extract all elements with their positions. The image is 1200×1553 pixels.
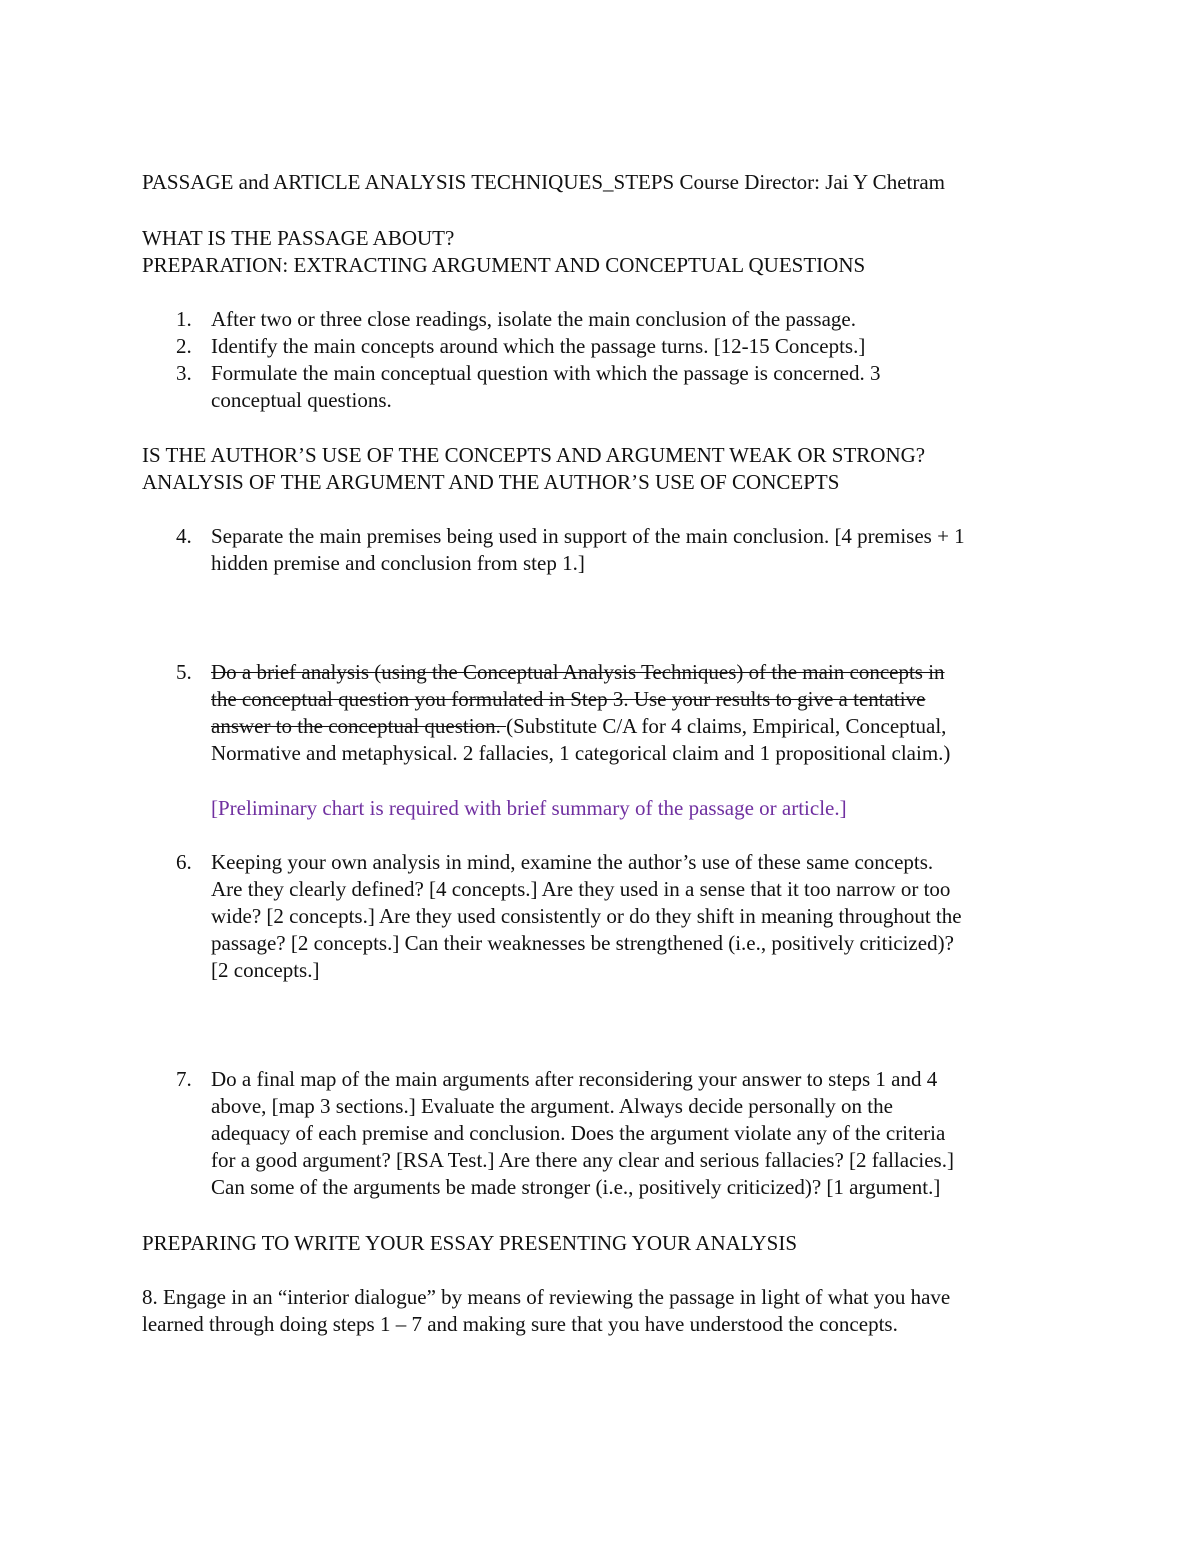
text-line: Can some of the arguments be made stronger (i.e., positively criticized)? [1 argument.]	[211, 1175, 941, 1199]
text-line	[211, 713, 1071, 740]
text-line: Normative and metaphysical. 2 fallacies, 1 categorical claim and 1 propositional claim.)	[211, 741, 951, 765]
section-heading-sub: PREPARATION: EXTRACTING ARGUMENT AND CONCEPTUAL QUESTIONS	[142, 253, 866, 277]
text-line: wide? [2 concepts.] Are they used consistently or do they shift in meaning throughout the	[211, 904, 962, 928]
list-number: 7.	[176, 1067, 192, 1091]
list-item-text	[211, 306, 1071, 333]
list-item-text	[211, 523, 1071, 577]
list-item-text	[211, 849, 1071, 984]
highlighted-note-text: [Preliminary chart is required with brief summary of the passage or article.]	[211, 796, 847, 820]
text-line: above, [map 3 sections.] Evaluate the argument. Always decide personally on the	[211, 1094, 893, 1118]
document-title: PASSAGE and ARTICLE ANALYSIS TECHNIQUES_STEPS Course Director: Jai Y Chetram	[142, 170, 945, 194]
struck-text-line: Do a brief analysis (using the Conceptual Analysis Techniques) of the main concepts in	[211, 660, 945, 684]
text-line: adequacy of each premise and conclusion. Does the argument violate any of the criteria	[211, 1121, 946, 1145]
text-line: Keeping your own analysis in mind, examine the author’s use of these same concepts.	[211, 850, 934, 874]
list-number: 5.	[176, 660, 192, 684]
list-number: 3.	[176, 361, 192, 385]
struck-text-fragment: answer to the conceptual question.	[211, 714, 507, 738]
text-line: After two or three close readings, isolate the main conclusion of the passage.	[211, 307, 856, 331]
text-line: Do a final map of the main arguments after reconsidering your answer to steps 1 and 4	[211, 1067, 938, 1091]
section-heading-question: WHAT IS THE PASSAGE ABOUT?	[142, 226, 455, 250]
list-item-text	[211, 1066, 1071, 1201]
paragraph-line: 8. Engage in an “interior dialogue” by means of reviewing the passage in light of what you have	[142, 1285, 951, 1309]
struck-text-line: the conceptual question you formulated in Step 3. Use your results to give a tentative	[211, 687, 926, 711]
text-fragment: (Substitute C/A for 4 claims, Empirical, Conceptual,	[506, 714, 947, 738]
text-line: Formulate the main conceptual question with which the passage is concerned. 3	[211, 361, 881, 385]
list-item-text	[211, 659, 1071, 767]
text-line: hidden premise and conclusion from step 1.]	[211, 551, 585, 575]
text-line: Identify the main concepts around which the passage turns. [12-15 Concepts.]	[211, 334, 866, 358]
section-heading-sub: ANALYSIS OF THE ARGUMENT AND THE AUTHOR’S USE OF CONCEPTS	[142, 470, 840, 494]
list-number: 2.	[176, 334, 192, 358]
text-line: Are they clearly defined? [4 concepts.] Are they used in a sense that it too narrow or too	[211, 877, 951, 901]
section-heading: PREPARING TO WRITE YOUR ESSAY PRESENTING YOUR ANALYSIS	[142, 1231, 798, 1255]
list-item-text	[211, 360, 1071, 414]
paragraph-line: learned through doing steps 1 – 7 and making sure that you have understood the concepts.	[142, 1312, 898, 1336]
text-line: for a good argument? [RSA Test.] Are there any clear and serious fallacies? [2 fallacies.]	[211, 1148, 954, 1172]
text-line: conceptual questions.	[211, 388, 392, 412]
text-line: Separate the main premises being used in support of the main conclusion. [4 premises + 1	[211, 524, 965, 548]
list-number: 1.	[176, 307, 192, 331]
list-number: 6.	[176, 850, 192, 874]
text-line: passage? [2 concepts.] Can their weaknesses be strengthened (i.e., positively criticized)?	[211, 931, 954, 955]
list-item-text	[211, 333, 1071, 360]
text-line: [2 concepts.]	[211, 958, 320, 982]
section-heading-question: IS THE AUTHOR’S USE OF THE CONCEPTS AND ARGUMENT WEAK OR STRONG?	[142, 443, 926, 467]
list-number: 4.	[176, 524, 192, 548]
